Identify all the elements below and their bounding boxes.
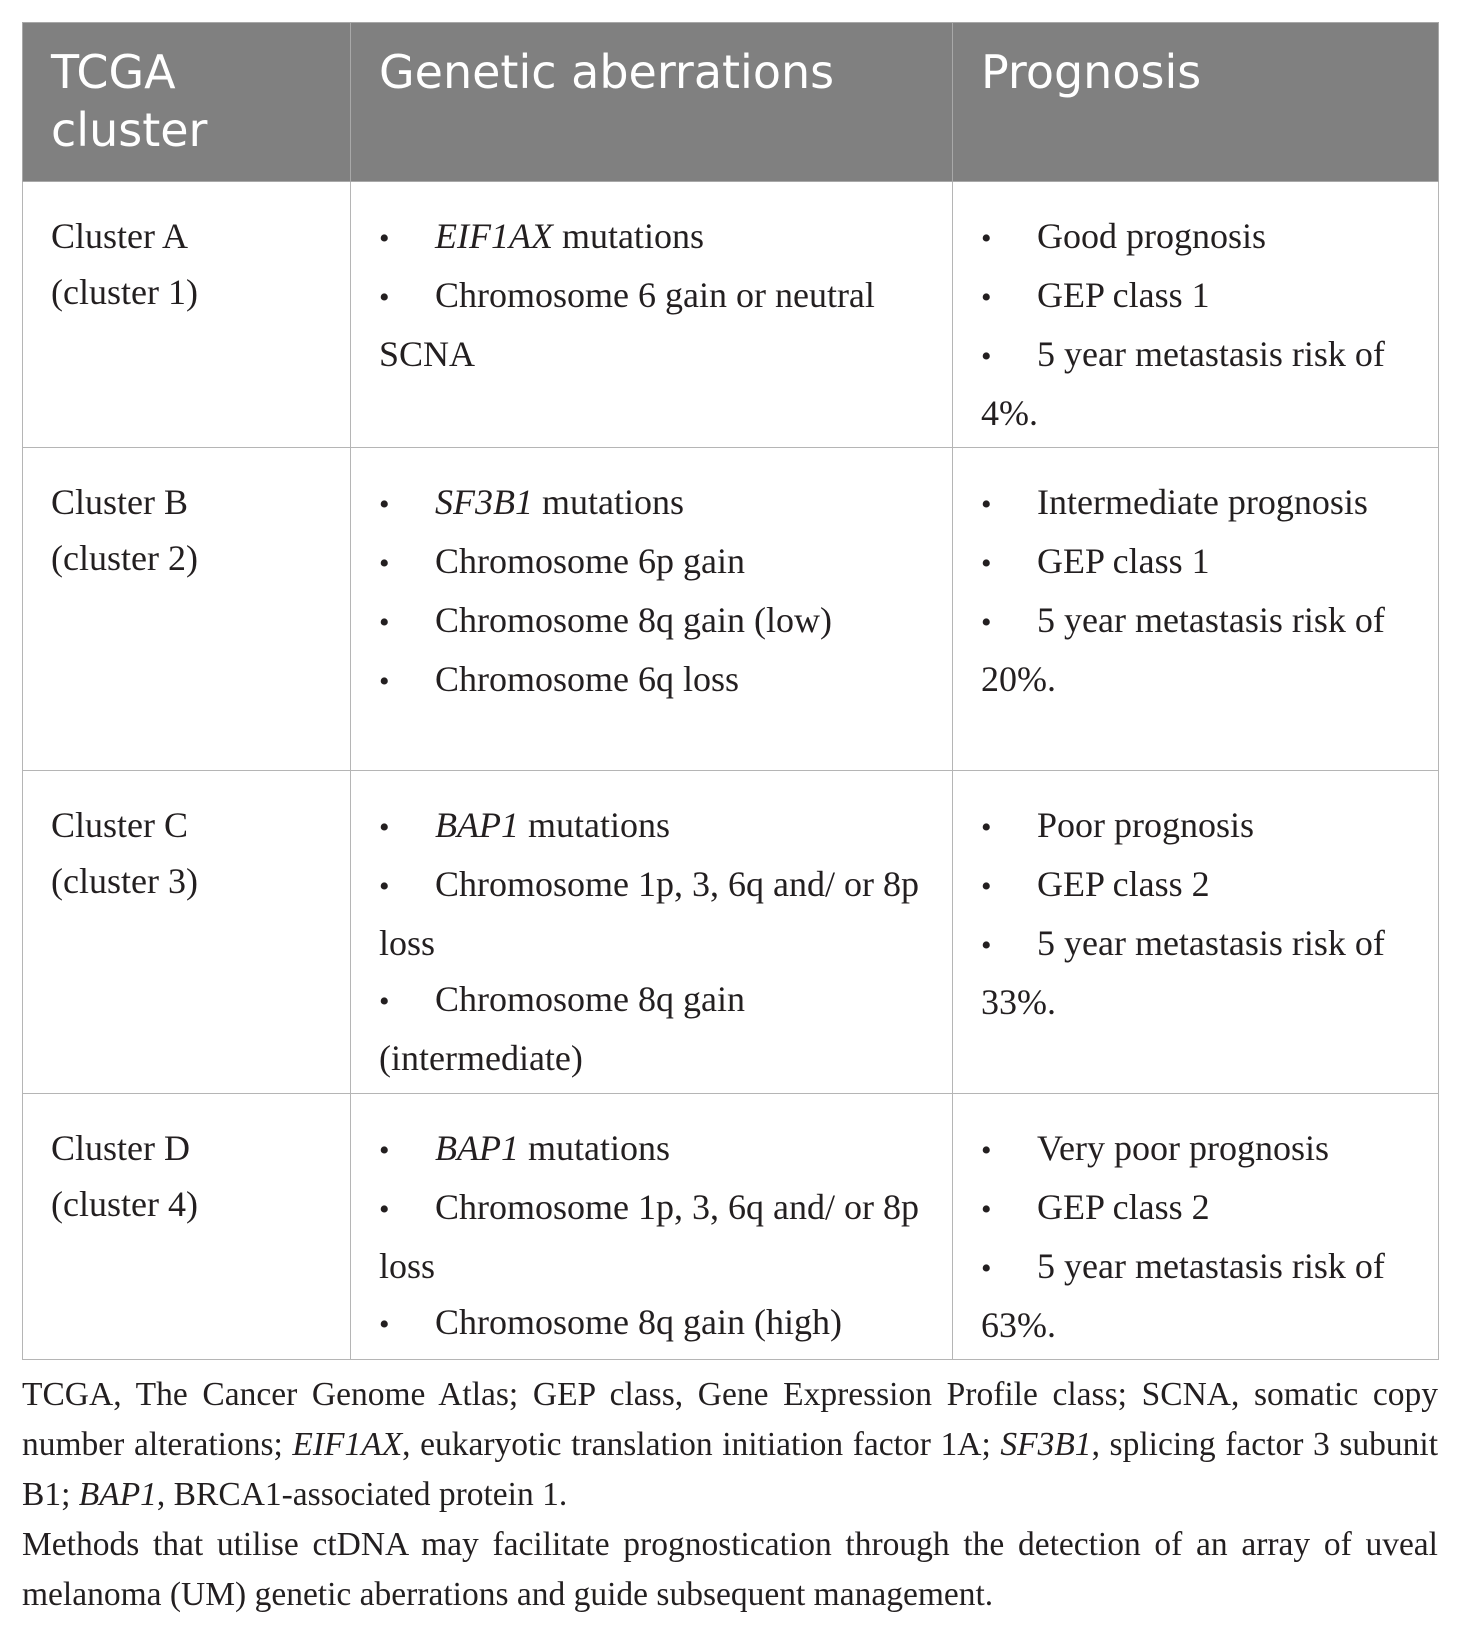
aberrations-cell [351,1094,953,1360]
list-item: • GEP class 1 [981,533,1412,592]
header-row [23,23,1439,182]
bullet-icon: • [981,811,992,844]
bullet-icon: • [379,222,390,255]
list-item: • 5 year metastasis risk of 63%. [981,1238,1412,1353]
aberrations-cell [351,448,953,771]
bullet-icon: • [981,281,992,314]
table-notes [22,1370,1438,1620]
header-prognosis: Prognosis [953,23,1439,182]
bullet-icon: • [981,1134,992,1167]
prognosis-cell [953,771,1439,1094]
bullet-icon: • [379,547,390,580]
table-row [23,448,1439,771]
table-caption: Methods that utilise ctDNA may facilitate prognostication through the detection of an array of uveal melanoma (UM) genetic aberrations and guide subsequent management. [22,1526,1438,1613]
bullet-icon: • [379,665,390,698]
aberrations-cell [351,771,953,1094]
list-item: • Chromosome 8q gain (intermediate) [379,971,926,1086]
cluster-name: Cluster D [51,1128,190,1168]
list-item: • GEP class 2 [981,856,1412,915]
bullet-icon: • [379,488,390,521]
bullet-icon: • [981,488,992,521]
bullet-icon: • [379,811,390,844]
list-item: • GEP class 1 [981,267,1412,326]
bullet-icon: • [981,1193,992,1226]
cluster-name: Cluster A [51,216,189,256]
bullet-icon: • [379,606,390,639]
list-item: • GEP class 2 [981,1179,1412,1238]
table-row [23,182,1439,448]
cluster-name: Cluster B [51,482,189,522]
list-item: • Chromosome 8q gain (high) [379,1294,926,1353]
tcga-cluster-table [22,22,1439,1360]
list-item: • Chromosome 6p gain [379,533,926,592]
list-item: • 5 year metastasis risk of 33%. [981,915,1412,1030]
bullet-icon: • [981,222,992,255]
cluster-number: (cluster 3) [51,861,198,901]
list-item: • 5 year metastasis risk of 20%. [981,592,1412,707]
cluster-name: Cluster C [51,805,189,845]
aberrations-cell [351,182,953,448]
cluster-cell [23,1094,351,1360]
list-item: • Intermediate prognosis [981,474,1412,533]
list-item: • Chromosome 6 gain or neutral SCNA [379,267,926,382]
bullet-icon: • [981,929,992,962]
bullet-icon: • [981,606,992,639]
list-item: • Chromosome 1p, 3, 6q and/ or 8p loss [379,856,926,971]
cluster-cell [23,182,351,448]
bullet-icon: • [379,1308,390,1341]
bullet-icon: • [981,547,992,580]
cluster-number: (cluster 2) [51,538,198,578]
header-tcga-cluster: TCGA cluster [23,23,351,182]
prognosis-cell [953,182,1439,448]
cluster-cell [23,771,351,1094]
table-row [23,1094,1439,1360]
list-item: • Chromosome 8q gain (low) [379,592,926,651]
bullet-icon: • [379,1193,390,1226]
bullet-icon: • [379,870,390,903]
list-item: • BAP1 mutations [379,797,926,856]
list-item: • Chromosome 6q loss [379,651,926,710]
prognosis-cell [953,448,1439,771]
header-genetic-aberrations: Genetic aberrations [351,23,953,182]
cluster-cell [23,448,351,771]
table-row [23,771,1439,1094]
bullet-icon: • [379,985,390,1018]
cluster-number: (cluster 4) [51,1184,198,1224]
list-item: • EIF1AX mutations [379,208,926,267]
list-item: • BAP1 mutations [379,1120,926,1179]
bullet-icon: • [981,1252,992,1285]
bullet-icon: • [379,1134,390,1167]
cluster-number: (cluster 1) [51,272,198,312]
bullet-icon: • [981,340,992,373]
list-item: • Good prognosis [981,208,1412,267]
list-item: • Poor prognosis [981,797,1412,856]
abbreviations-footnote: TCGA, The Cancer Genome Atlas; GEP class, Gene Expression Profile class; SCNA, somatic copy number alterations; EIF1AX, eukaryotic translation initiation factor 1A; SF3B1, splicing factor 3 subunit B1; BAP1, BRCA1-associated protein 1. [22,1376,1438,1513]
table-figure [22,22,1438,1620]
list-item: • Chromosome 1p, 3, 6q and/ or 8p loss [379,1179,926,1294]
list-item: • 5 year metastasis risk of 4%. [981,326,1412,441]
prognosis-cell [953,1094,1439,1360]
bullet-icon: • [981,870,992,903]
list-item: • SF3B1 mutations [379,474,926,533]
list-item: • Very poor prognosis [981,1120,1412,1179]
bullet-icon: • [379,281,390,314]
